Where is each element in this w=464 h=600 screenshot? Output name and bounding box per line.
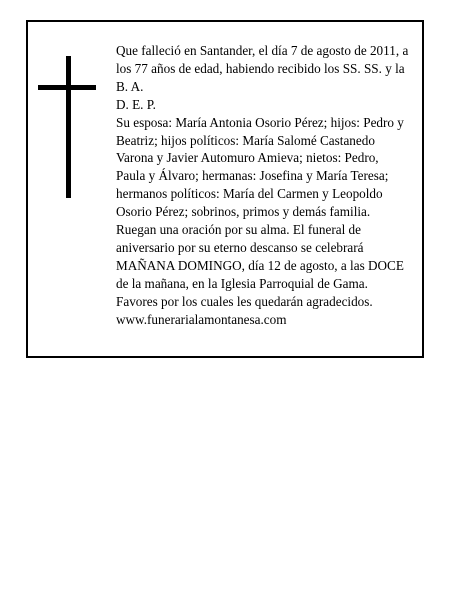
website-link[interactable]: www.funerarialamontanesa.com — [116, 311, 287, 327]
text-line: hermanos políticos: María del Carmen y Leopoldo — [116, 186, 383, 202]
text-line: Ruegan una oración por su alma. El funeral de — [116, 222, 361, 238]
obituary-text — [116, 42, 421, 329]
text-line: MAÑANA DOMINGO, día 12 de agosto, a las DOCE — [116, 257, 404, 273]
text-line: Favores por los cuales les quedarán agradecidos. — [116, 293, 373, 309]
text-line: Su esposa: María Antonia Osorio Pérez; hijos: Pedro y — [116, 114, 404, 130]
text-line: Paula y Álvaro; hermanas: Josefina y María Teresa; — [116, 168, 389, 184]
obituary-notice — [26, 20, 424, 358]
cross-vertical-bar — [66, 56, 71, 198]
text-line: Varona y Javier Automuro Amieva; nietos: Pedro, — [116, 150, 379, 166]
text-line: Osorio Pérez; sobrinos, primos y demás familia. — [116, 204, 371, 220]
text-line: de la mañana, en la Iglesia Parroquial de Gama. — [116, 275, 368, 291]
text-line: B. A. — [116, 78, 144, 94]
text-line: Beatriz; hijos políticos: María Salomé Castanedo — [116, 132, 375, 148]
text-line: Que falleció en Santander, el día 7 de agosto de 2011, a — [116, 43, 409, 58]
text-line: aniversario por su eterno descanso se celebrará — [116, 239, 364, 255]
rip-line: D. E. P. — [116, 96, 156, 112]
text-line: los 77 años de edad, habiendo recibido los SS. SS. y la — [116, 60, 405, 76]
cross-horizontal-bar — [38, 85, 96, 90]
